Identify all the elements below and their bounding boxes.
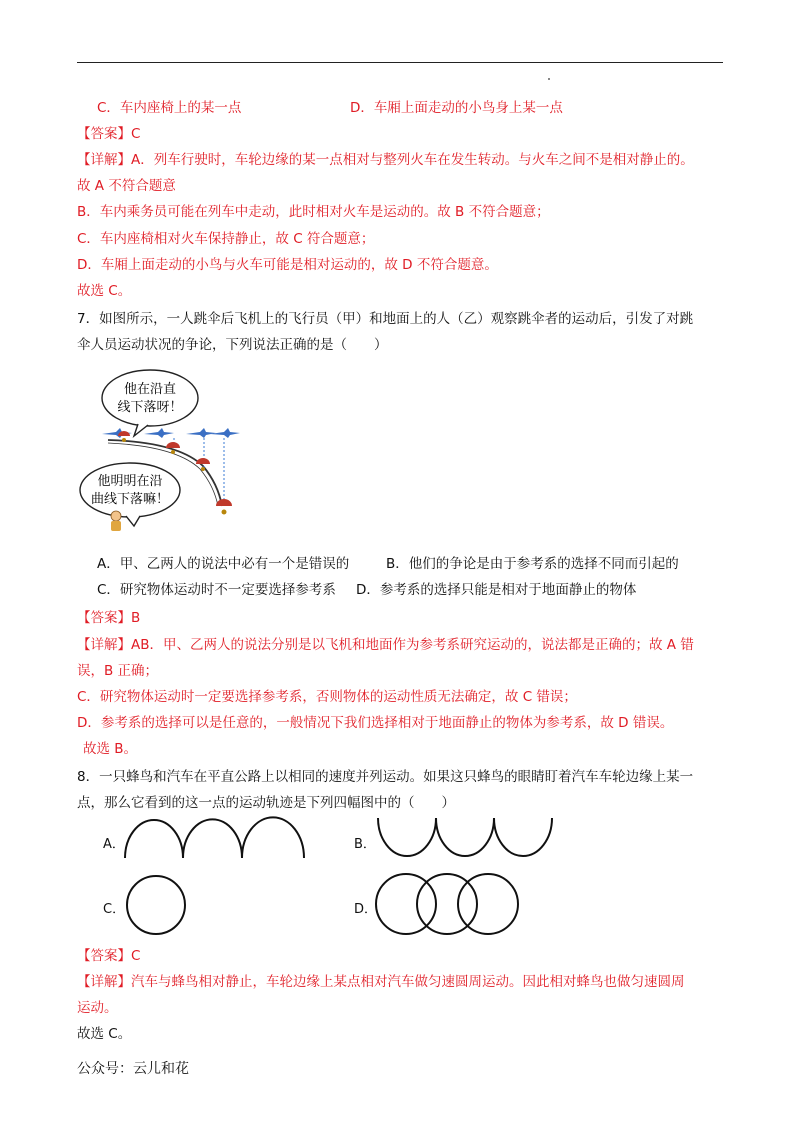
- q8-detail-line: 运动。: [77, 1000, 118, 1016]
- q8-option-a-arches: [122, 816, 308, 860]
- q8-option-d-label: D．: [354, 902, 378, 917]
- q7-stem-line: 伞人员运动状况的争论，下列说法正确的是（ ）: [77, 337, 388, 353]
- q8-conclusion: 故选 C。: [77, 1026, 132, 1042]
- q7-answer: 【答案】B: [77, 610, 141, 626]
- q6-detail-line: D．车厢上面走动的小鸟与火车可能是相对运动的，故 D 不符合题意。: [77, 257, 498, 273]
- q8-stem-line: 8．一只蜂鸟和汽车在平直公路上以相同的速度并列运动。如果这只蜂鸟的眼睛盯着汽车车轮边缘上某一: [77, 769, 694, 785]
- q6-conclusion: 故选 C。: [77, 283, 132, 299]
- q6-detail-line: 【详解】A．列车行驶时，车轮边缘的某一点相对与整列火车在发生转动。与火车之间不是相对静止的。: [77, 152, 694, 168]
- bubble-bottom-line: 他明明在沿: [97, 473, 163, 488]
- bubble-bottom-line: 曲线下落嘛！: [90, 491, 170, 506]
- bubble-top-line: 他在沿直: [123, 381, 177, 396]
- q8-option-b-label: B．: [354, 837, 376, 852]
- q6-detail-line: 故 A 不符合题意: [77, 178, 176, 194]
- q7-option-b: B．他们的争论是由于参考系的选择不同而引起的: [386, 556, 679, 572]
- q7-parachute-figure: [78, 366, 250, 534]
- q7-detail-line: 【详解】AB．甲、乙两人的说法分别是以飞机和地面作为参考系研究运动的，说法都是正确的；故 A 错: [77, 637, 694, 653]
- speech-bubble-top: [102, 370, 198, 426]
- q6-answer: 【答案】C: [77, 126, 141, 142]
- observer-person-icon: [111, 511, 121, 531]
- q8-option-c-label: C．: [103, 902, 126, 917]
- q8-option-c-circle: [124, 873, 188, 937]
- q7-conclusion: 故选 B。: [83, 741, 138, 757]
- q8-stem-line: 点，那么它看到的这一点的运动轨迹是下列四幅图中的（ ）: [77, 795, 455, 811]
- q8-option-b-cups: [374, 816, 556, 860]
- q7-detail-line: C．研究物体运动时一定要选择参考系，否则物体的运动性质无法确定，故 C 错误；: [77, 689, 577, 705]
- q6-option-c: C．车内座椅上的某一点: [97, 100, 242, 116]
- q7-detail-line: D．参考系的选择可以是任意的，一般情况下我们选择相对于地面静止的物体为参考系，故 D 错误。: [77, 715, 674, 731]
- q8-option-a-label: A．: [103, 837, 125, 852]
- q6-detail-line: B．车内乘务员可能在列车中走动，此时相对火车是运动的。故 B 不符合题意；: [77, 204, 550, 220]
- q7-detail-line: 误，B 正确；: [77, 663, 159, 679]
- speck: [548, 78, 550, 80]
- q8-detail-line: 【详解】汽车与蜂鸟相对静止，车轮边缘上某点相对汽车做匀速圆周运动。因此相对蜂鸟也做匀速圆周: [77, 974, 685, 990]
- q7-option-c: C．研究物体运动时不一定要选择参考系: [97, 582, 336, 598]
- header-rule: [77, 62, 723, 63]
- q8-answer: 【答案】C: [77, 948, 141, 964]
- q7-stem-line: 7．如图所示，一人跳伞后飞机上的飞行员（甲）和地面上的人（乙）观察跳伞者的运动后，引发了对跳: [77, 311, 694, 327]
- q7-option-a: A．甲、乙两人的说法中必有一个是错误的: [97, 556, 350, 572]
- bubble-top-line: 线下落呀！: [117, 399, 183, 414]
- q8-option-d-overlapping-circles: [373, 871, 521, 937]
- footer-wechat-account: 公众号：云儿和花: [77, 1061, 189, 1077]
- q6-option-d: D．车厢上面走动的小鸟身上某一点: [350, 100, 563, 116]
- q7-option-d: D．参考系的选择只能是相对于地面静止的物体: [356, 582, 637, 598]
- speech-bubble-bottom: [80, 463, 180, 517]
- q6-detail-line: C．车内座椅相对火车保持静止，故 C 符合题意；: [77, 231, 375, 247]
- vertical-drop-lines: [174, 438, 224, 506]
